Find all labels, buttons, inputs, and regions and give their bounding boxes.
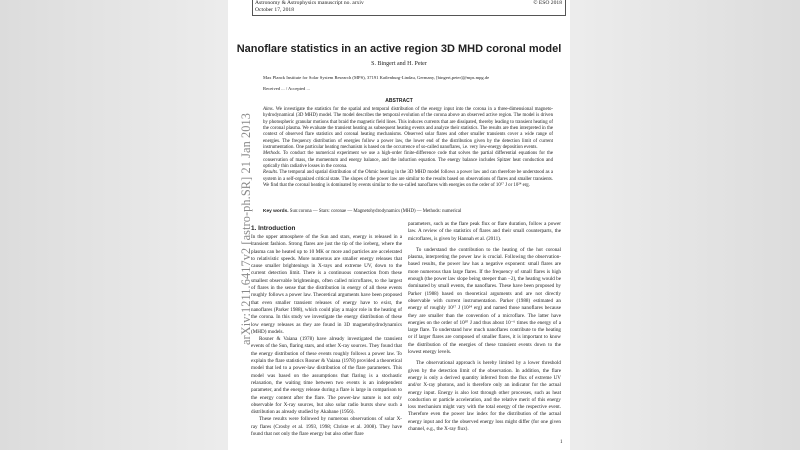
date-line: October 17, 2018 [255, 6, 294, 13]
received-line: Received ... / Accepted ... [263, 86, 310, 91]
paragraph: Rosner & Vaiana (1978) have already investigated the transient events of the Sun, flaring stars, and other X-ray sources. They found that the energy distribution of these events roughly follows a power law. To explain the flare statistics Rosner & Vaiana (1978) provided a theoretical model that led to a power-law distribution of the flare parameters. This model was based on the assumptions that flaring is a stochastic relaxation, the waiting time between two events is an independent parameter, and the energy release during a flare is large in comparison to the energy content after the flare. The power-law nature is not only observable for X-ray sources, but also solar radio bursts show such a distribution as already studied by Akabane (1956). [251, 336, 402, 416]
results-label: Results. [263, 170, 279, 176]
left-column [251, 234, 402, 438]
aims-label: Aims. [263, 107, 274, 112]
running-header [252, 0, 566, 16]
methods-text: To conduct the numerical experiment we use a high-order finite-difference code that solves the partial differential equations for the conservation of mass, the momentum and energy balance, and the induction equation. The energy balance includes Spitzer heat conduction and optically thin radiative losses in the corona. [263, 151, 553, 170]
results-text: The temporal and spatial distribution of the Ohmic heating in the 3D MHD model follows a power law and can therefore be understood as a system in a self-organized critical state. The slopes of the power law are similar to the results based on observations of flares and smaller transients. We find that the coronal heating is dominated by events similar to the so-called nanoflares with energies on the order of 10¹⁷ J or 10²⁴ erg. [263, 170, 553, 189]
paper-title: Nanoflare statistics in an active region 3D MHD coronal model [236, 43, 562, 55]
journal-line: Astronomy & Astrophysics manuscript no. arxiv [255, 0, 364, 6]
copyright: © ESO 2018 [533, 0, 562, 6]
paragraph: The observational approach is hereby limited by a lower threshold given by the detection limit of the observation. In addition, the flare energy is only a derived quantity inferred from the flux of extreme UV and/or X-ray photons, and is therefore only an indicator for the actual energy input. Energy is also lost through other processes, such as heat conduction or particle acceleration, and the relative merit of this energy loss mechanism might vary with the total energy of the respective event. Therefore even the power law index for the distribution of the actual energy input and for the observed energy loss might differ (for one given channel, e.g., the X-ray flux). [408, 360, 561, 433]
paragraph: In the upper atmosphere of the Sun and stars, energy is released in a transient fashion. Strong flares are just the tip of the iceberg, where the plasma can be heated up to 10 MK or more and particles are accelerated to relativistic speeds. More numerous are smaller energy releases that cause smaller brightenings in X-rays and extreme UV, down to the current detection limit. There is a continuous connection from these smallest observable brightenings, often called microflares, to the largest of flares in the sense that the distribution in energy of all these events roughly follows a power law. Theoretical arguments have been proposed that even smaller transient releases of energy have to exist, the nanoflares (Parker 1988), which could play a major role in the heating of the corona. In this study we investigate the energy distribution of these low energy releases as they are found in 3D magnetohydrodynamics (MHD) models. [251, 234, 402, 335]
paragraph: To understand the contribution to the heating of the hot coronal plasma, interpreting the power law is crucial. Following the observation-based results, the power law has a negative exponent: small flares are more numerous than large flares. If the frequency of small flares is high enough (the power law slope being steeper than −2), the heating would be dominated by small events, the nanoflares. These have been proposed by Parker (1988) based on theoretical arguments and are not directly observable with current instrumentation. Parker (1988) estimated an energy of roughly 10¹⁷ J (10²⁴ erg) and named those nanoflares because they are smaller than the convention of a microflare. The latter have energies on the order of 10²⁰ J and thus about 10⁻⁶ times the energy of a large flare. To understand how much nanoflares contribute to the heating or if larger flares are composed of smaller flares, it is important to know the distribution of the energies of these transient events down to the lowest energy levels. [408, 246, 561, 356]
keywords [263, 209, 461, 214]
methods-label: Methods. [263, 151, 281, 157]
affiliation: Max Planck Institute for Solar System Research (MPS), 37191 Katlenburg-Lindau, Germany, [bingert,peter]@mps.mpg.de [263, 75, 490, 80]
abstract-heading: ABSTRACT [385, 98, 413, 104]
aims-text: We investigate the statistics for the spatial and temporal distribution of the energy input into the corona in a three-dimensional magneto-hydrodynamical (3D MHD) model. The model describes the temporal evolution of the corona above an observed active region. The model is driven by photospheric granular motions that braid the magnetic field lines. This induces currents that are dissipated, thereby leading to transient heating of the coronal plasma. We evaluate the transient heating as subsequent heating events and analyze their statistics. The results are then interpreted in the context of observed flare statistics and coronal heating mechanisms. Observed solar flares and other smaller transients cover a wide range of energies. The frequency distribution of energies follow a power law, the lower end of the distribution given by the detection limit of current instrumentation. One particular heating mechanism is based on the occurrence of so-called nanoflares, i.e. very low-energy deposition events. [263, 107, 553, 151]
paragraph: parameters, such as the flare peak flux or flare duration, follow a power law. A review of the statistics of flares and their small counterparts, the microflares, is given by Hannah et al. (2011). [408, 221, 561, 242]
arxiv-stamp: arXiv:1211.6417v2 [astro-ph.SR] 21 Jan 2013 [239, 113, 253, 345]
right-column [408, 221, 561, 433]
paragraph: These results were followed by numerous observations of solar X-ray flares (Crosby et al. 1993, 1998; Christe et al. 2008). They have found that not only the flare energy but also other flare [251, 416, 402, 438]
page-number: 1 [560, 440, 563, 445]
section-heading: 1. Introduction [251, 225, 296, 232]
keywords-text: Sun:corona — Stars: coronae — Magnetohydrodynamics (MHD) — Methods: numerical [288, 209, 462, 214]
keywords-label: Key words. [263, 209, 289, 214]
authors: S. Bingert and H. Peter [371, 61, 427, 67]
abstract [263, 107, 553, 189]
